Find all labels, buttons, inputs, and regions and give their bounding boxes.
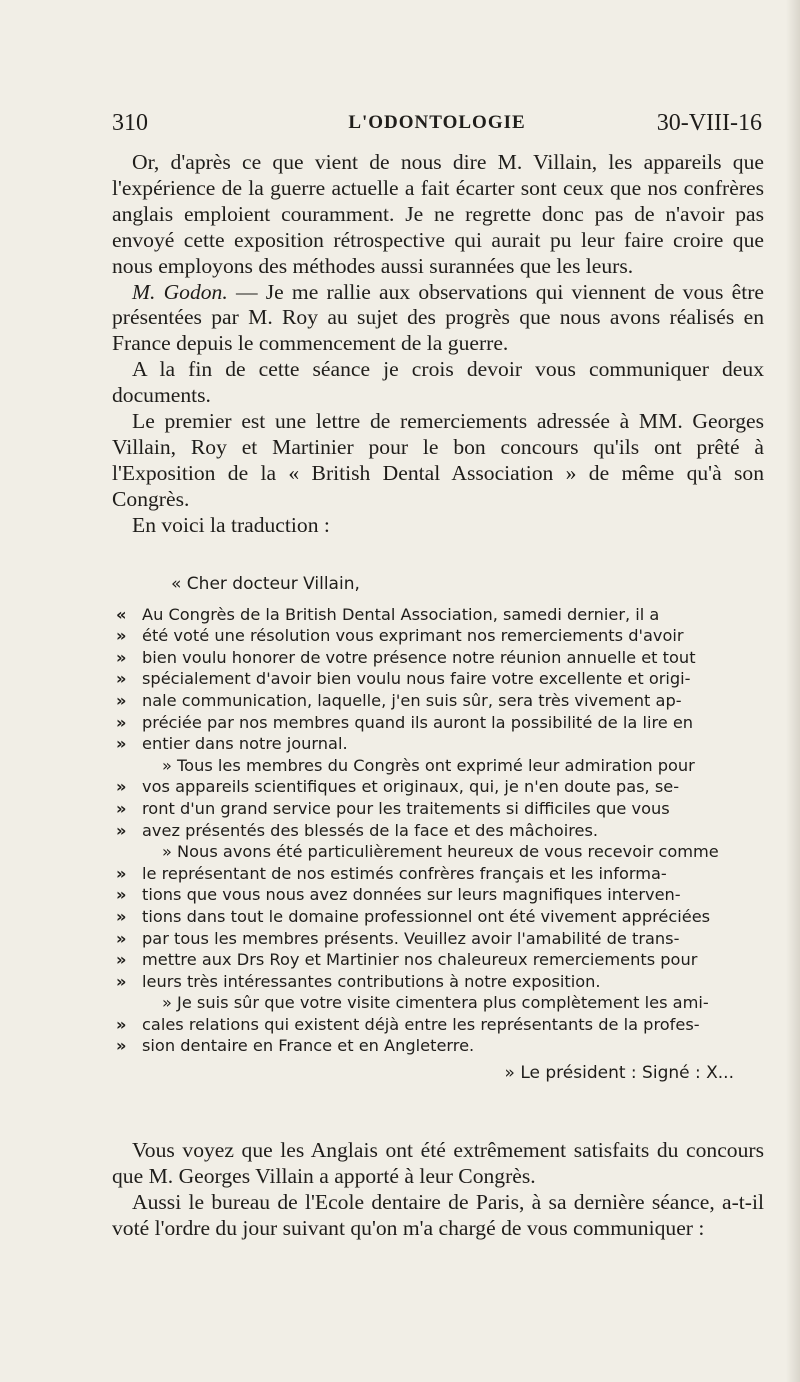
letter-line [116, 668, 764, 690]
paragraph-1: Or, d'après ce que vient de nous dire M. Villain, les appareils que l'expérience de la guerre actuelle a fait écarter sont ceux que nos confrères anglais emploient couramment. Je ne regrette donc pas de n'avoir pas envoyé cette exposition rétrospective qui aurait pu leur faire croire que nous employons des méthodes aussi surannées que les leurs. [112, 150, 764, 278]
letter-line-text: cales relations qui existent déjà entre les représentants de la profes- [142, 1014, 700, 1034]
issue-date: 30-VIII-16 [656, 110, 762, 136]
quote-mark: » [116, 734, 127, 754]
quote-mark: » [116, 971, 127, 991]
letter-line [116, 625, 764, 647]
quote-mark: » [116, 820, 127, 840]
letter-line [116, 863, 764, 885]
letter-line-text: tions que vous nous avez données sur leurs magnifiques interven- [142, 885, 681, 905]
letter-line-text: par tous les membres présents. Veuillez avoir l'amabilité de trans- [142, 928, 680, 948]
letter-line-text: ront d'un grand service pour les traitements si difficiles que vous [142, 798, 670, 818]
letter-line-text: Au Congrès de la British Dental Association, samedi dernier, il a [142, 604, 660, 624]
letter-line [116, 712, 764, 734]
letter-line [116, 971, 764, 993]
quote-mark: » [116, 863, 127, 883]
closing-text [112, 1138, 764, 1242]
letter-line [116, 776, 764, 798]
letter-line [116, 841, 764, 863]
paragraph-2 [112, 280, 764, 358]
quote-mark: » [116, 777, 127, 797]
closing-paragraph-1: Vous voyez que les Anglais ont été extrêmement satisfaits du concours que M. Georges Villain a apporté à leur Congrès. [112, 1138, 764, 1188]
letter-line [116, 992, 764, 1014]
letter-line-text: été voté une résolution vous exprimant nos remerciements d'avoir [142, 626, 684, 646]
paragraph-3: A la fin de cette séance je crois devoir vous communiquer deux documents. [112, 357, 764, 408]
letter-line [116, 604, 764, 626]
letter-line-text: nale communication, laquelle, j'en suis sûr, sera très vivement ap- [142, 690, 682, 710]
letter-line [116, 1014, 764, 1036]
letter-line-text: bien voulu honorer de votre présence notre réunion annuelle et tout [142, 647, 696, 667]
letter-line-text: spécialement d'avoir bien voulu nous faire votre excellente et origi- [142, 669, 691, 689]
letter-line-text: » Je suis sûr que votre visite cimentera plus complètement les ami- [162, 993, 709, 1013]
quoted-letter [116, 574, 764, 1085]
quote-mark: » [116, 669, 127, 689]
letter-line [116, 1035, 764, 1057]
letter-line-text: le représentant de nos estimés confrères français et les informa- [142, 863, 667, 883]
letter-line-text: vos appareils scientifiques et originaux, qui, je n'en doute pas, se- [142, 777, 680, 797]
letter-line [116, 928, 764, 950]
letter-line-text: avez présentés des blessés de la face et des mâchoires. [142, 820, 599, 840]
letter-line-text: » Nous avons été particulièrement heureux de vous recevoir comme [162, 842, 719, 862]
letter-signature: » Le président : Signé : X... [504, 1063, 734, 1084]
letter-line-text: » Tous les membres du Congrès ont exprimé leur admiration pour [162, 755, 695, 775]
quote-mark: » [116, 906, 127, 926]
letter-line [116, 820, 764, 842]
letter-line [116, 755, 764, 777]
quote-mark: » [116, 690, 127, 710]
journal-title: L'ODONTOLOGIE [348, 112, 526, 133]
quote-mark: » [116, 928, 127, 948]
quote-mark: » [116, 798, 127, 818]
letter-line-text: tions dans tout le domaine professionnel ont été vivement appréciées [142, 906, 711, 926]
letter-line [116, 733, 764, 755]
quote-mark: » [116, 712, 127, 732]
quote-mark: » [116, 1036, 127, 1056]
letter-line-text: sion dentaire en France et en Angleterre. [142, 1036, 475, 1056]
letter-line [116, 906, 764, 928]
page-edge-shadow [786, 0, 800, 1382]
letter-line-text: entier dans notre journal. [142, 734, 348, 754]
letter-line [116, 798, 764, 820]
letter-line-text: préciée par nos membres quand ils auront la possibilité de la lire en [142, 712, 694, 732]
quote-mark: « [116, 604, 127, 624]
letter-line [116, 690, 764, 712]
quote-mark: » [116, 885, 127, 905]
running-header [112, 110, 762, 140]
letter-line-text: leurs très intéressantes contributions à notre exposition. [142, 971, 601, 991]
quote-mark: » [116, 647, 127, 667]
letter-line [116, 949, 764, 971]
letter-body [116, 604, 764, 1057]
closing-paragraph-2: Aussi le bureau de l'Ecole dentaire de Paris, à sa dernière séance, a-t-il voté l'ordre du jour suivant qu'on m'a chargé de vous communiquer : [112, 1189, 764, 1240]
speaker-name: M. Godon. [132, 279, 228, 304]
quote-mark: » [116, 1014, 127, 1034]
letter-line [116, 884, 764, 906]
quote-mark: » [116, 950, 127, 970]
main-text [112, 150, 764, 539]
paragraph-5: En voici la traduction : [132, 512, 330, 537]
letter-line-text: mettre aux Drs Roy et Martinier nos chaleureux remerciements pour [142, 950, 698, 970]
quote-mark: » [116, 626, 127, 646]
letter-salutation: « Cher docteur Villain, [171, 574, 360, 594]
paragraph-2-text: — Je me rallie aux observations qui viennent de vous être présentées par M. Roy au sujet des progrès que nous avons réalisés en France depuis le commencement de la guerre. [112, 279, 765, 356]
page-number: 310 [112, 110, 148, 136]
letter-line [116, 647, 764, 669]
paragraph-4: Le premier est une lettre de remerciements adressée à MM. Georges Villain, Roy et Martinier pour le bon concours qu'ils ont prêté à l'Exposition de la « British Dental Association » de même qu'à son Congrès. [112, 409, 764, 511]
